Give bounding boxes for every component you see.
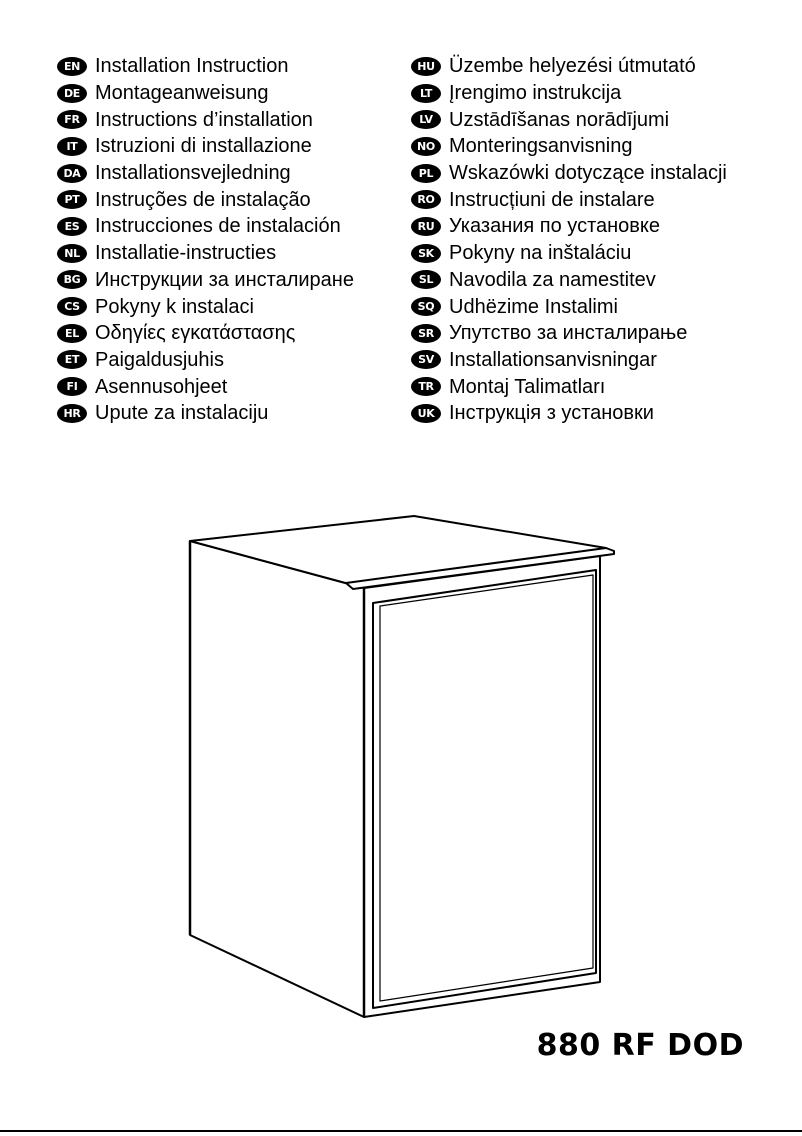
language-item-sr xyxy=(411,320,727,347)
language-label: Указания по установке xyxy=(449,215,661,238)
language-code-badge: SV xyxy=(411,350,441,369)
language-code-badge: ES xyxy=(57,217,87,236)
language-item-lt xyxy=(411,80,727,107)
language-label: Üzembe helyezési útmutató xyxy=(449,55,696,78)
language-item-bg xyxy=(57,267,354,294)
language-item-it xyxy=(57,133,354,160)
language-list-left xyxy=(57,53,354,427)
language-code-badge: SK xyxy=(411,244,441,263)
language-item-pt xyxy=(57,186,354,213)
language-code-badge: HU xyxy=(411,57,441,76)
language-label: Інструкція з установки xyxy=(449,402,654,425)
language-label: Paigaldusjuhis xyxy=(95,348,224,371)
language-label: Montageanweisung xyxy=(95,82,269,105)
language-item-el xyxy=(57,320,354,347)
language-item-de xyxy=(57,80,354,107)
language-label: Installatie-instructies xyxy=(95,242,277,265)
language-item-ro xyxy=(411,186,727,213)
language-label: Pokyny na inštaláciu xyxy=(449,242,632,265)
language-label: Упутство за инсталирање xyxy=(449,322,688,345)
model-number: 880 RF DOD xyxy=(536,1028,744,1063)
language-label: Instruções de instalação xyxy=(95,188,311,211)
language-label: Įrengimo instrukcija xyxy=(449,82,622,105)
language-code-badge: FR xyxy=(57,110,87,129)
language-item-es xyxy=(57,213,354,240)
door-panel xyxy=(373,570,596,1008)
language-code-badge: LV xyxy=(411,110,441,129)
language-label: Installation Instruction xyxy=(95,55,289,78)
language-item-sv xyxy=(411,347,727,374)
language-label: Udhëzime Instalimi xyxy=(449,295,618,318)
language-code-badge: DA xyxy=(57,164,87,183)
cabinet-side-panel xyxy=(190,541,364,1017)
language-code-badge: IT xyxy=(57,137,87,156)
language-code-badge: NL xyxy=(57,244,87,263)
language-code-badge: ET xyxy=(57,350,87,369)
language-label: Instrucțiuni de instalare xyxy=(449,188,655,211)
language-label: Instrucciones de instalación xyxy=(95,215,341,238)
language-item-cs xyxy=(57,293,354,320)
language-label: Istruzioni di installazione xyxy=(95,135,312,158)
language-label: Uzstādīšanas norādījumi xyxy=(449,108,670,131)
language-item-fi xyxy=(57,373,354,400)
language-label: Navodila za namestitev xyxy=(449,268,656,291)
language-label: Wskazówki dotyczące instalacji xyxy=(449,162,727,185)
language-item-et xyxy=(57,347,354,374)
language-code-badge: LT xyxy=(411,84,441,103)
language-item-hu xyxy=(411,53,727,80)
language-item-nl xyxy=(57,240,354,267)
language-item-pl xyxy=(411,160,727,187)
language-code-badge: HR xyxy=(57,404,87,423)
language-code-badge: RU xyxy=(411,217,441,236)
language-item-en xyxy=(57,53,354,80)
language-label: Installationsanvisningar xyxy=(449,348,657,371)
language-code-badge: PL xyxy=(411,164,441,183)
language-item-sq xyxy=(411,293,727,320)
language-item-lv xyxy=(411,106,727,133)
language-list-right xyxy=(411,53,727,427)
language-label: Upute za instalaciju xyxy=(95,402,269,425)
language-code-badge: NO xyxy=(411,137,441,156)
language-label: Инструкции за инсталиране xyxy=(95,268,354,291)
language-label: Οδηγίες εγκατάστασης xyxy=(95,322,296,345)
language-code-badge: SR xyxy=(411,324,441,343)
language-code-badge: DE xyxy=(57,84,87,103)
language-code-badge: CS xyxy=(57,297,87,316)
language-item-tr xyxy=(411,373,727,400)
language-code-badge: EL xyxy=(57,324,87,343)
language-label: Installationsvejledning xyxy=(95,162,291,185)
language-code-badge: UK xyxy=(411,404,441,423)
language-code-badge: SL xyxy=(411,270,441,289)
language-code-badge: TR xyxy=(411,377,441,396)
language-code-badge: BG xyxy=(57,270,87,289)
language-label: Montaj Talimatları xyxy=(449,375,606,398)
language-item-uk xyxy=(411,400,727,427)
language-code-badge: PT xyxy=(57,190,87,209)
language-label: Pokyny k instalaci xyxy=(95,295,254,318)
language-label: Monteringsanvisning xyxy=(449,135,633,158)
language-code-badge: EN xyxy=(57,57,87,76)
language-item-sk xyxy=(411,240,727,267)
language-item-fr xyxy=(57,106,354,133)
appliance-illustration xyxy=(180,500,620,1025)
language-item-ru xyxy=(411,213,727,240)
bottom-rule xyxy=(0,1130,802,1132)
language-code-badge: SQ xyxy=(411,297,441,316)
language-label: Instructions d’installation xyxy=(95,108,313,131)
language-label: Asennusohjeet xyxy=(95,375,228,398)
language-item-hr xyxy=(57,400,354,427)
language-item-no xyxy=(411,133,727,160)
language-item-da xyxy=(57,160,354,187)
language-code-badge: RO xyxy=(411,190,441,209)
language-code-badge: FI xyxy=(57,377,87,396)
language-item-sl xyxy=(411,267,727,294)
